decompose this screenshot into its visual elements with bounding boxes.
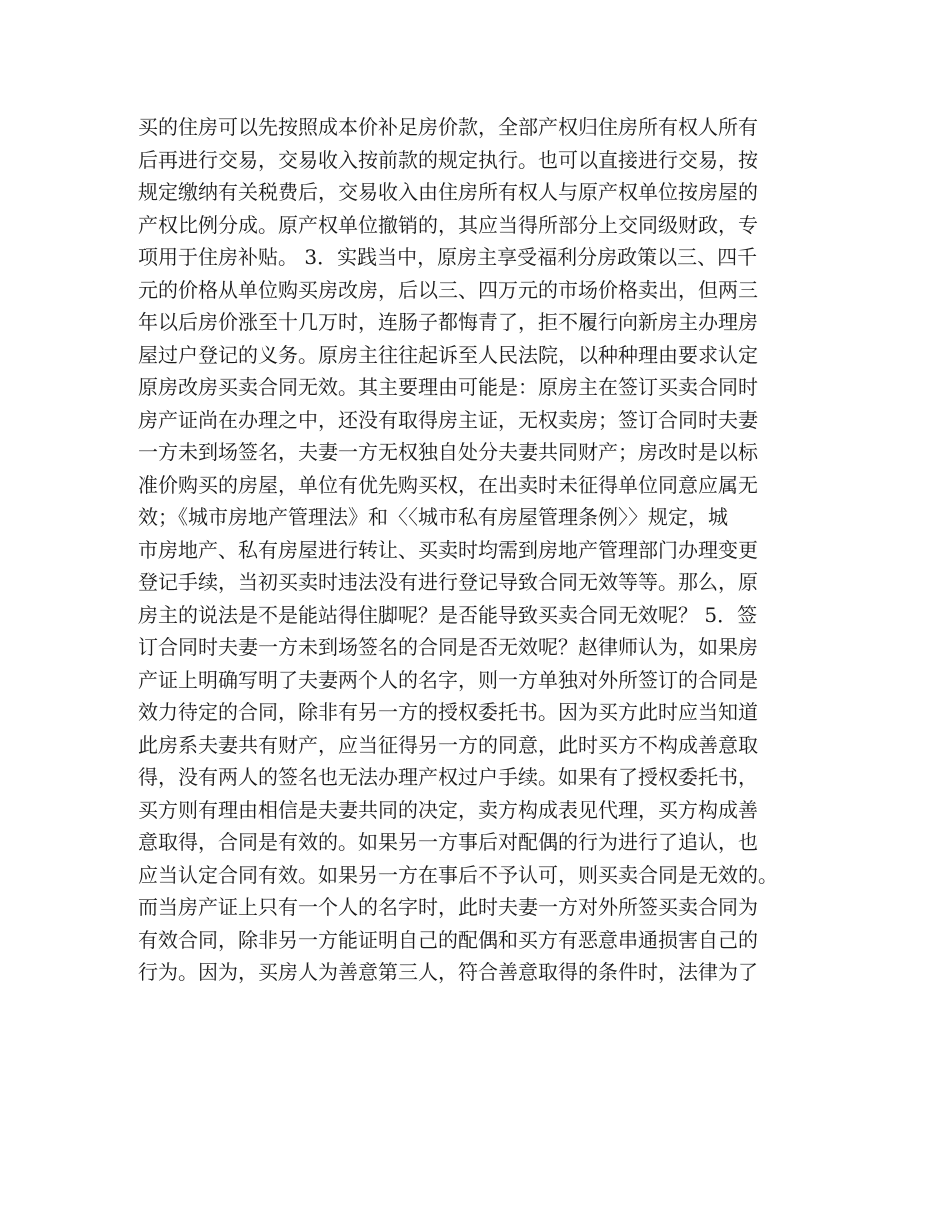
text-line: 产证上明确写明了夫妻两个人的名字，则一方单独对外所签订的合同是 (138, 667, 758, 692)
text-line: 买的住房可以先按照成本价补足房价款，全部产权归住房所有权人所有 (138, 115, 758, 139)
text-line: 元的价格从单位购买房改房，后以三、四万元的市场价格卖出，但两三 (138, 277, 758, 302)
text-line: 规定缴纳有关税费后，交易收入由住房所有权人与原产权单位按房屋的 (138, 180, 758, 204)
text-line: 准价购买的房屋，单位有优先购买权，在出卖时未征得单位同意应属无 (138, 472, 758, 497)
text-line: 市房地产、私有房屋进行转让、买卖时均需到房地产管理部门办理变更 (138, 537, 758, 562)
text-line: 而当房产证上只有一个人的名字时，此时夫妻一方对外所签买卖合同为 (138, 895, 758, 919)
text-line: 意取得，合同是有效的。如果另一方事后对配偶的行为进行了追认，也 (138, 830, 758, 854)
text-line: 原房改房买卖合同无效。其主要理由可能是：原房主在签订买卖合同时 (138, 375, 758, 399)
body-text (138, 111, 838, 989)
text-line: 此房系夫妻共有财产，应当征得另一方的同意，此时买方不构成善意取 (138, 732, 758, 757)
text-line: 房产证尚在办理之中，还没有取得房主证，无权卖房；签订合同时夫妻 (138, 407, 758, 432)
text-line: 产权比例分成。原产权单位撤销的，其应当得所部分上交同级财政，专 (138, 212, 758, 237)
text-line: 行为。因为，买房人为善意第三人，符合善意取得的条件时，法律为了 (138, 960, 758, 984)
text-line: 项用于住房补贴。 3．实践当中，原房主享受福利分房政策以三、四千 (138, 245, 758, 269)
text-line: 屋过户登记的义务。原房主往往起诉至人民法院，以种种理由要求认定 (138, 342, 758, 367)
text-line: 应当认定合同有效。如果另一方在事后不予认可，则买卖合同是无效的。 (138, 862, 778, 887)
text-line: 登记手续，当初买卖时违法没有进行登记导致合同无效等等。那么，原 (138, 570, 758, 594)
text-line: 买方则有理由相信是夫妻共同的决定，卖方构成表见代理，买方构成善 (138, 797, 758, 822)
text-line: 年以后房价涨至十几万时，连肠子都悔青了，拒不履行向新房主办理房 (138, 310, 758, 334)
text-line: 得，没有两人的签名也无法办理产权过户手续。如果有了授权委托书， (138, 765, 758, 789)
text-line: 有效合同，除非另一方能证明自己的配偶和买方有恶意串通损害自己的 (138, 927, 758, 952)
text-line: 效；《城市房地产管理法》和〈〈城市私有房屋管理条例〉〉规定，城 (138, 505, 728, 529)
text-line: 效力待定的合同，除非有另一方的授权委托书。因为买方此时应当知道 (138, 700, 758, 724)
text-line: 订合同时夫妻一方未到场签名的合同是否无效呢？赵律师认为，如果房 (138, 635, 758, 659)
text-line: 一方未到场签名，夫妻一方无权独自处分夫妻共同财产；房改时是以标 (138, 440, 758, 464)
text-line: 房主的说法是不是能站得住脚呢？是否能导致买卖合同无效呢？ 5．签 (138, 602, 758, 627)
text-line: 后再进行交易，交易收入按前款的规定执行。也可以直接进行交易，按 (138, 147, 758, 172)
